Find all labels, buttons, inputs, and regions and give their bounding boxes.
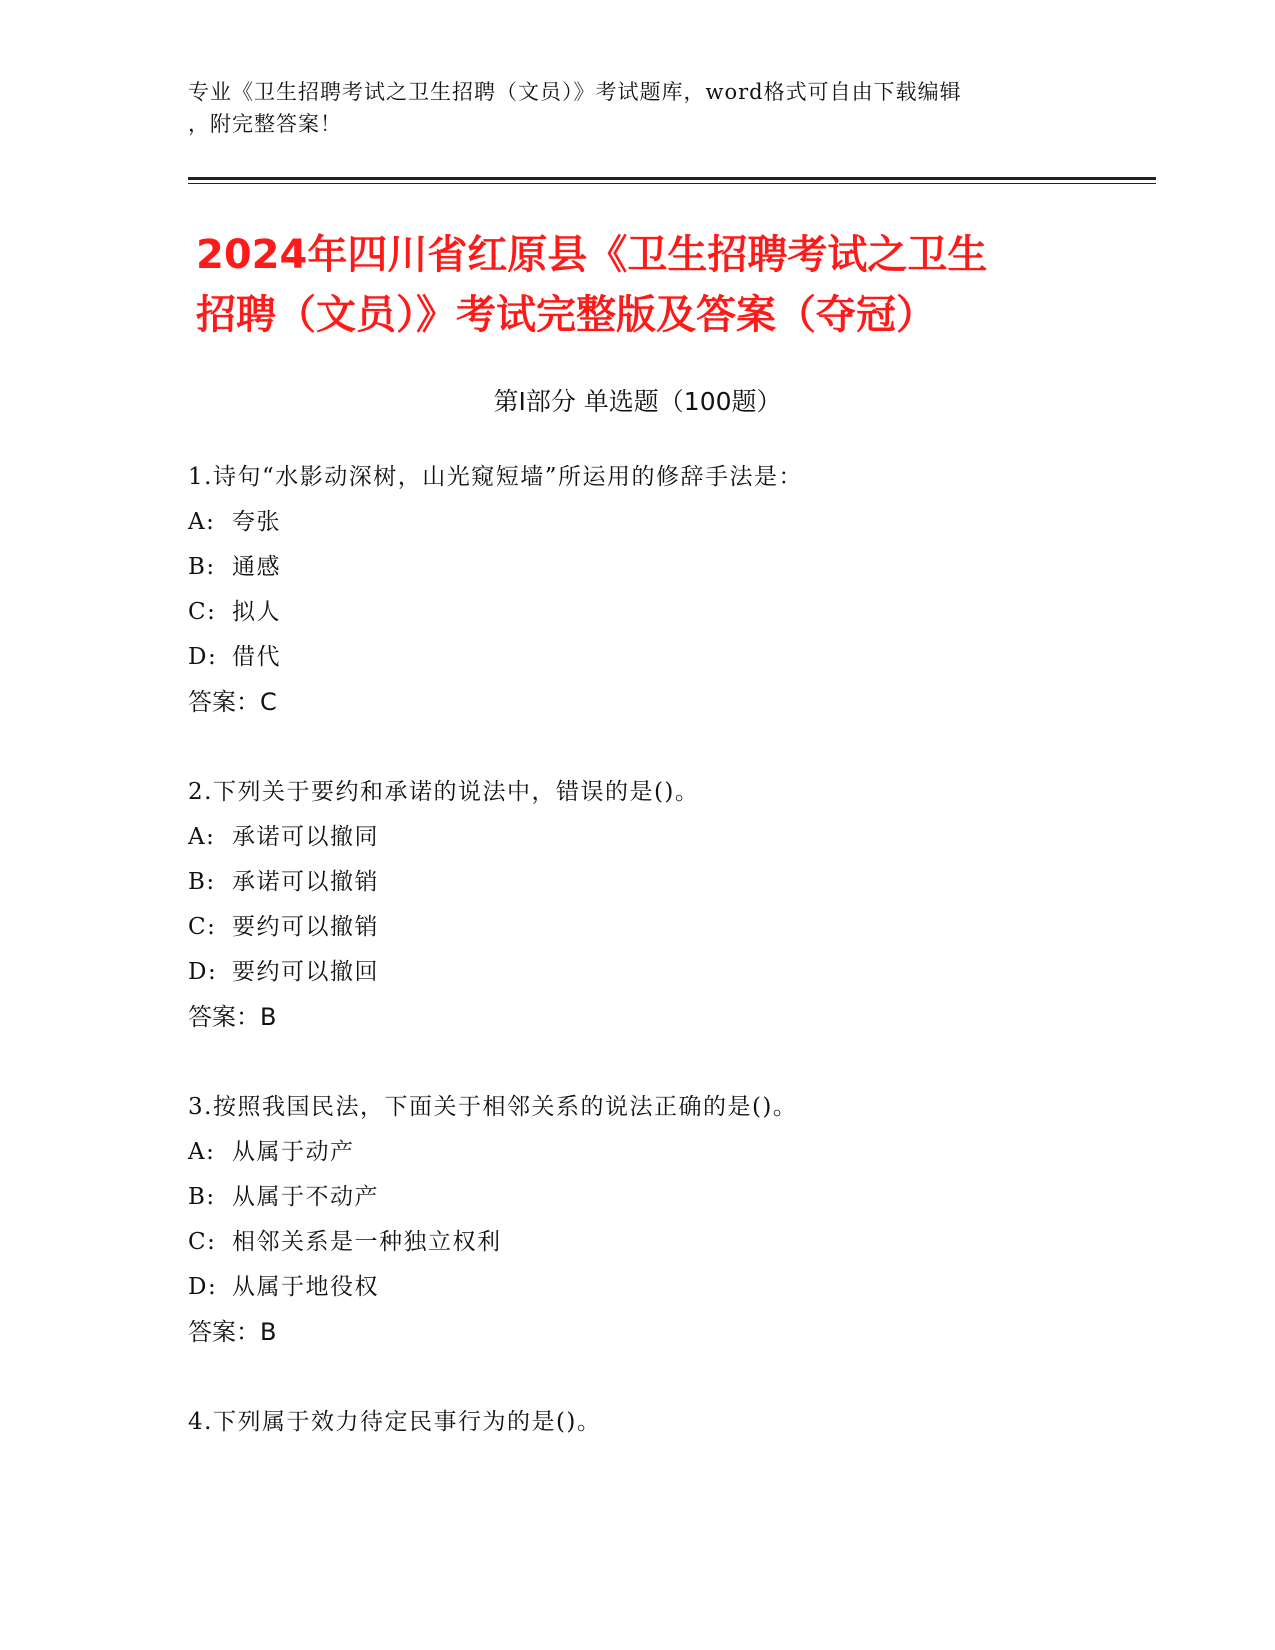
option-b — [188, 860, 1148, 905]
option-key: B: — [188, 1184, 216, 1210]
question-4 — [188, 1400, 1148, 1445]
option-d — [188, 1265, 1148, 1310]
option-key: C: — [188, 599, 217, 625]
question-1 — [188, 455, 1148, 725]
header-note-line-1: 专业《卫生招聘考试之卫生招聘（文员）》考试题库，word格式可自由下载编辑 — [188, 80, 962, 104]
option-d — [188, 635, 1148, 680]
option-key: A: — [188, 1139, 216, 1165]
option-key: D: — [188, 959, 218, 985]
option-c — [188, 905, 1148, 950]
option-c — [188, 590, 1148, 635]
answer-label: 答案：C — [188, 688, 277, 716]
section-title: 第Ⅰ部分 单选题（100题） — [493, 387, 782, 416]
option-text: 借代 — [232, 644, 281, 670]
option-key: A: — [188, 824, 216, 850]
option-text: 相邻关系是一种独立权利 — [232, 1229, 502, 1255]
question-2 — [188, 770, 1148, 1040]
option-a — [188, 500, 1148, 545]
option-c — [188, 1220, 1148, 1265]
option-text: 从属于动产 — [232, 1139, 355, 1165]
option-text: 要约可以撤回 — [232, 959, 379, 985]
option-text: 通感 — [232, 554, 281, 580]
option-d — [188, 950, 1148, 995]
document-title-line-2: 招聘（文员）》考试完整版及答案（夺冠） — [196, 292, 936, 338]
option-a — [188, 815, 1148, 860]
question-stem: 1.诗句“水影动深树，山光窥短墙”所运用的修辞手法是： — [188, 464, 803, 490]
option-b — [188, 1175, 1148, 1220]
document-title-line-1: 2024年四川省红原县《卫生招聘考试之卫生 — [196, 232, 988, 278]
option-text: 从属于不动产 — [232, 1184, 379, 1210]
header-note-line-2: ，附完整答案！ — [188, 112, 342, 136]
answer-label: 答案：B — [188, 1318, 277, 1346]
option-text: 夸张 — [232, 509, 281, 535]
option-key: B: — [188, 869, 216, 895]
answer-label: 答案：B — [188, 1003, 277, 1031]
option-text: 从属于地役权 — [232, 1274, 379, 1300]
option-b — [188, 545, 1148, 590]
header-note — [188, 76, 1088, 140]
document-title — [196, 225, 1096, 345]
option-key: A: — [188, 509, 216, 535]
question-stem: 3.按照我国民法，下面关于相邻关系的说法正确的是()。 — [188, 1094, 798, 1120]
question-3 — [188, 1085, 1148, 1355]
header-divider-thick — [188, 177, 1156, 180]
option-key: B: — [188, 554, 216, 580]
option-a — [188, 1130, 1148, 1175]
question-stem: 4.下列属于效力待定民事行为的是()。 — [188, 1409, 602, 1435]
option-key: D: — [188, 644, 218, 670]
option-key: C: — [188, 1229, 217, 1255]
option-text: 承诺可以撤销 — [232, 869, 379, 895]
option-text: 拟人 — [232, 599, 281, 625]
option-key: D: — [188, 1274, 218, 1300]
option-text: 要约可以撤销 — [232, 914, 379, 940]
option-text: 承诺可以撤同 — [232, 824, 379, 850]
option-key: C: — [188, 914, 217, 940]
question-stem: 2.下列关于要约和承诺的说法中，错误的是()。 — [188, 779, 700, 805]
header-divider-thin — [188, 183, 1156, 184]
